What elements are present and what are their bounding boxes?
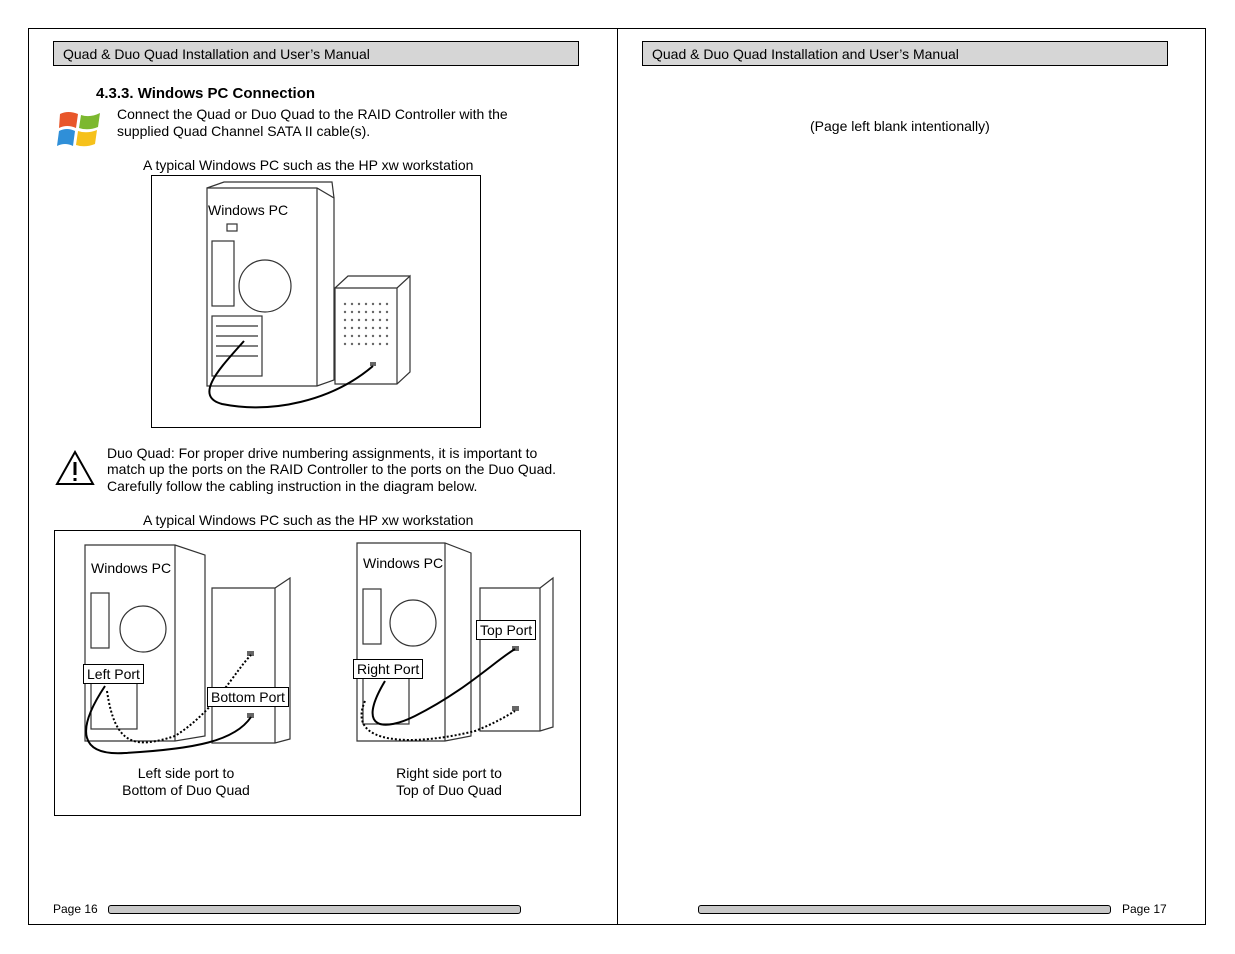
section-title: 4.3.3. Windows PC Connection: [96, 85, 316, 102]
note-line-3: Carefully follow the cabling instruction in the diagram below.: [107, 478, 478, 494]
right-page-header: Quad & Duo Quad Installation and User’s Manual: [642, 41, 1168, 66]
figure2-frame: [54, 530, 581, 816]
left-diagram-pc-label: Windows PC: [91, 560, 172, 576]
figure2-caption: A typical Windows PC such as the HP xw workstation: [143, 512, 474, 528]
left-footer-bar: [108, 905, 521, 914]
windows-logo-icon: [56, 106, 104, 152]
bottom-port-label: Bottom Port: [207, 687, 289, 707]
left-page-number: Page 16: [53, 902, 98, 916]
intro-line-1: Connect the Quad or Duo Quad to the RAID Controller with the: [117, 106, 508, 122]
left-page-header: Quad & Duo Quad Installation and User’s Manual: [53, 41, 579, 66]
top-port-label: Top Port: [476, 620, 536, 640]
right-footer-bar: [698, 905, 1111, 914]
note-line-2: match up the ports on the RAID Controller to the ports on the Duo Quad.: [107, 461, 557, 477]
page-divider: [617, 28, 618, 925]
intro-line-2: supplied Quad Channel SATA II cable(s).: [117, 123, 371, 139]
left-port-label: Left Port: [83, 664, 144, 684]
pc-with-enclosure-illustration: [152, 176, 480, 427]
right-diagram-caption-2: Top of Duo Quad: [396, 782, 502, 798]
blank-page-notice: (Page left blank intentionally): [810, 118, 990, 134]
left-diagram-caption-1: Left side port to: [137, 765, 235, 781]
figure1-pc-label: Windows PC: [208, 202, 289, 218]
figure1-caption: A typical Windows PC such as the HP xw workstation: [143, 157, 474, 173]
right-diagram-pc-label: Windows PC: [363, 555, 444, 571]
note-line-1: Duo Quad: For proper drive numbering assignments, it is important to: [107, 445, 538, 461]
right-page-number: Page 17: [1122, 902, 1167, 916]
left-diagram-caption-2: Bottom of Duo Quad: [122, 782, 250, 798]
right-diagram-caption-1: Right side port to: [396, 765, 502, 781]
warning-icon: [55, 450, 95, 486]
figure1-frame: [151, 175, 481, 428]
right-port-label: Right Port: [353, 659, 423, 679]
